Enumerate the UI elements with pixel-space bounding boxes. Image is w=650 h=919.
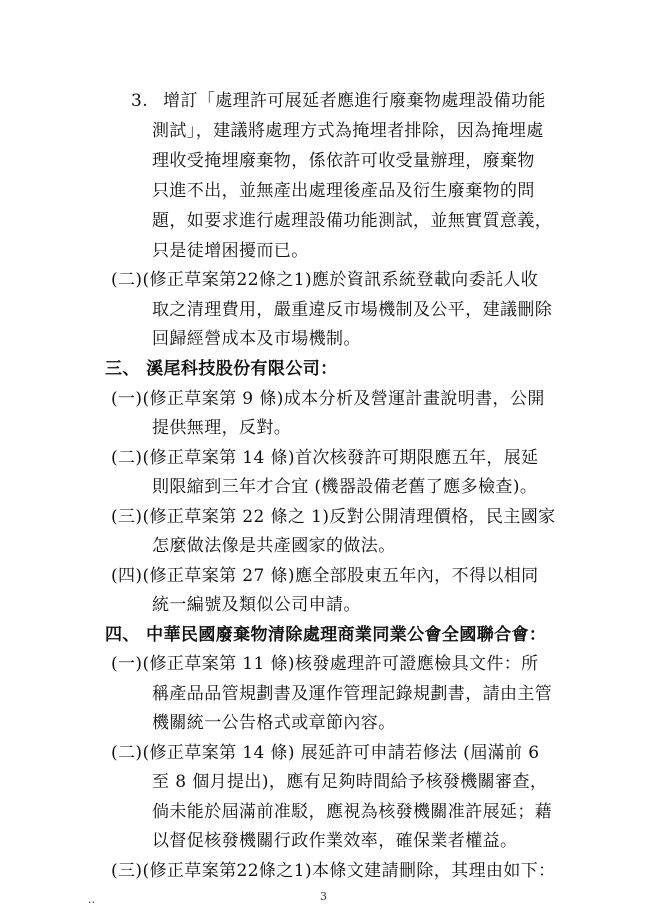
- page-number: 3: [320, 890, 327, 903]
- list-item-line: 以督促核發機關行政作業效率，確保業者權益。: [152, 831, 518, 851]
- paragraph-line: 只是徒增困擾而已。: [152, 241, 309, 261]
- list-item-line: 至 8 個月提出)，應有足夠時間給予核發機關審查，: [152, 772, 548, 792]
- paragraph-line: 測試」，建議將處理方式為掩埋者排除，因為掩埋處: [152, 121, 544, 141]
- list-item-line: (二)(修正草案第 14 條) 展延許可申請若修法 (屆滿前 6: [111, 743, 540, 763]
- list-item-line: (二)(修正草案第 14 條)首次核發許可期限應五年，展延: [111, 448, 539, 468]
- list-item-line: (一)(修正草案第 9 條)成本分析及營運計畫說明書，公開: [111, 389, 545, 409]
- paragraph-line: 題，如要求進行處理設備功能測試，並無實質意義，: [152, 211, 553, 231]
- section-heading: 三、 溪尾科技股份有限公司：: [105, 359, 338, 379]
- list-item-line: (二)(修正草案第22條之1)應於資訊系統登載向委託人收: [111, 270, 539, 290]
- list-item-line: 統一編號及類似公司申請。: [152, 595, 361, 615]
- list-item-line: (四)(修正草案第 27 條)應全部股東五年內，不得以相同: [111, 566, 539, 586]
- list-item-line: 怎麼做法像是共產國家的做法。: [152, 536, 396, 556]
- list-item-line: 回歸經營成本及市場機制。: [152, 329, 361, 349]
- section-heading: 四、 中華民國廢棄物清除處理商業同業公會全國聯合會：: [105, 625, 547, 645]
- paragraph-line: 理收受掩埋廢棄物，係依許可收受量辦理，廢棄物: [152, 151, 535, 171]
- list-item-line: (三)(修正草案第 22 條之 1)反對公開清理價格，民主國家: [111, 507, 556, 527]
- list-item-line: (三)(修正草案第22條之1)本條文建請刪除，其理由如下：: [111, 861, 556, 881]
- item-number: 3.: [131, 91, 149, 111]
- list-item-line: 倘未能於屆滿前准駁，應視為核發機關准許展延；藉: [152, 802, 553, 822]
- footer-mark: ..: [88, 893, 95, 906]
- list-item-line: 則限縮到三年才合宜 (機器設備老舊了應多檢查)。: [152, 477, 538, 497]
- list-item-line: 提供無理，反對。: [152, 418, 292, 438]
- list-item-line: (一)(修正草案第 11 條)核發處理許可證應檢具文件：所: [111, 654, 539, 674]
- list-item-line: 機關統一公告格式或章節內容。: [152, 713, 396, 733]
- paragraph-line: 只進不出，並無產出處理後產品及衍生廢棄物的問: [152, 181, 535, 201]
- list-item-line: 取之清理費用，嚴重違反市場機制及公平，建議刪除: [152, 300, 553, 320]
- paragraph-line: 增訂「處理許可展延者應進行廢棄物處理設備功能: [163, 91, 546, 111]
- list-item-line: 稱產品品管規劃書及運作管理記錄規劃書，請由主管: [152, 684, 553, 704]
